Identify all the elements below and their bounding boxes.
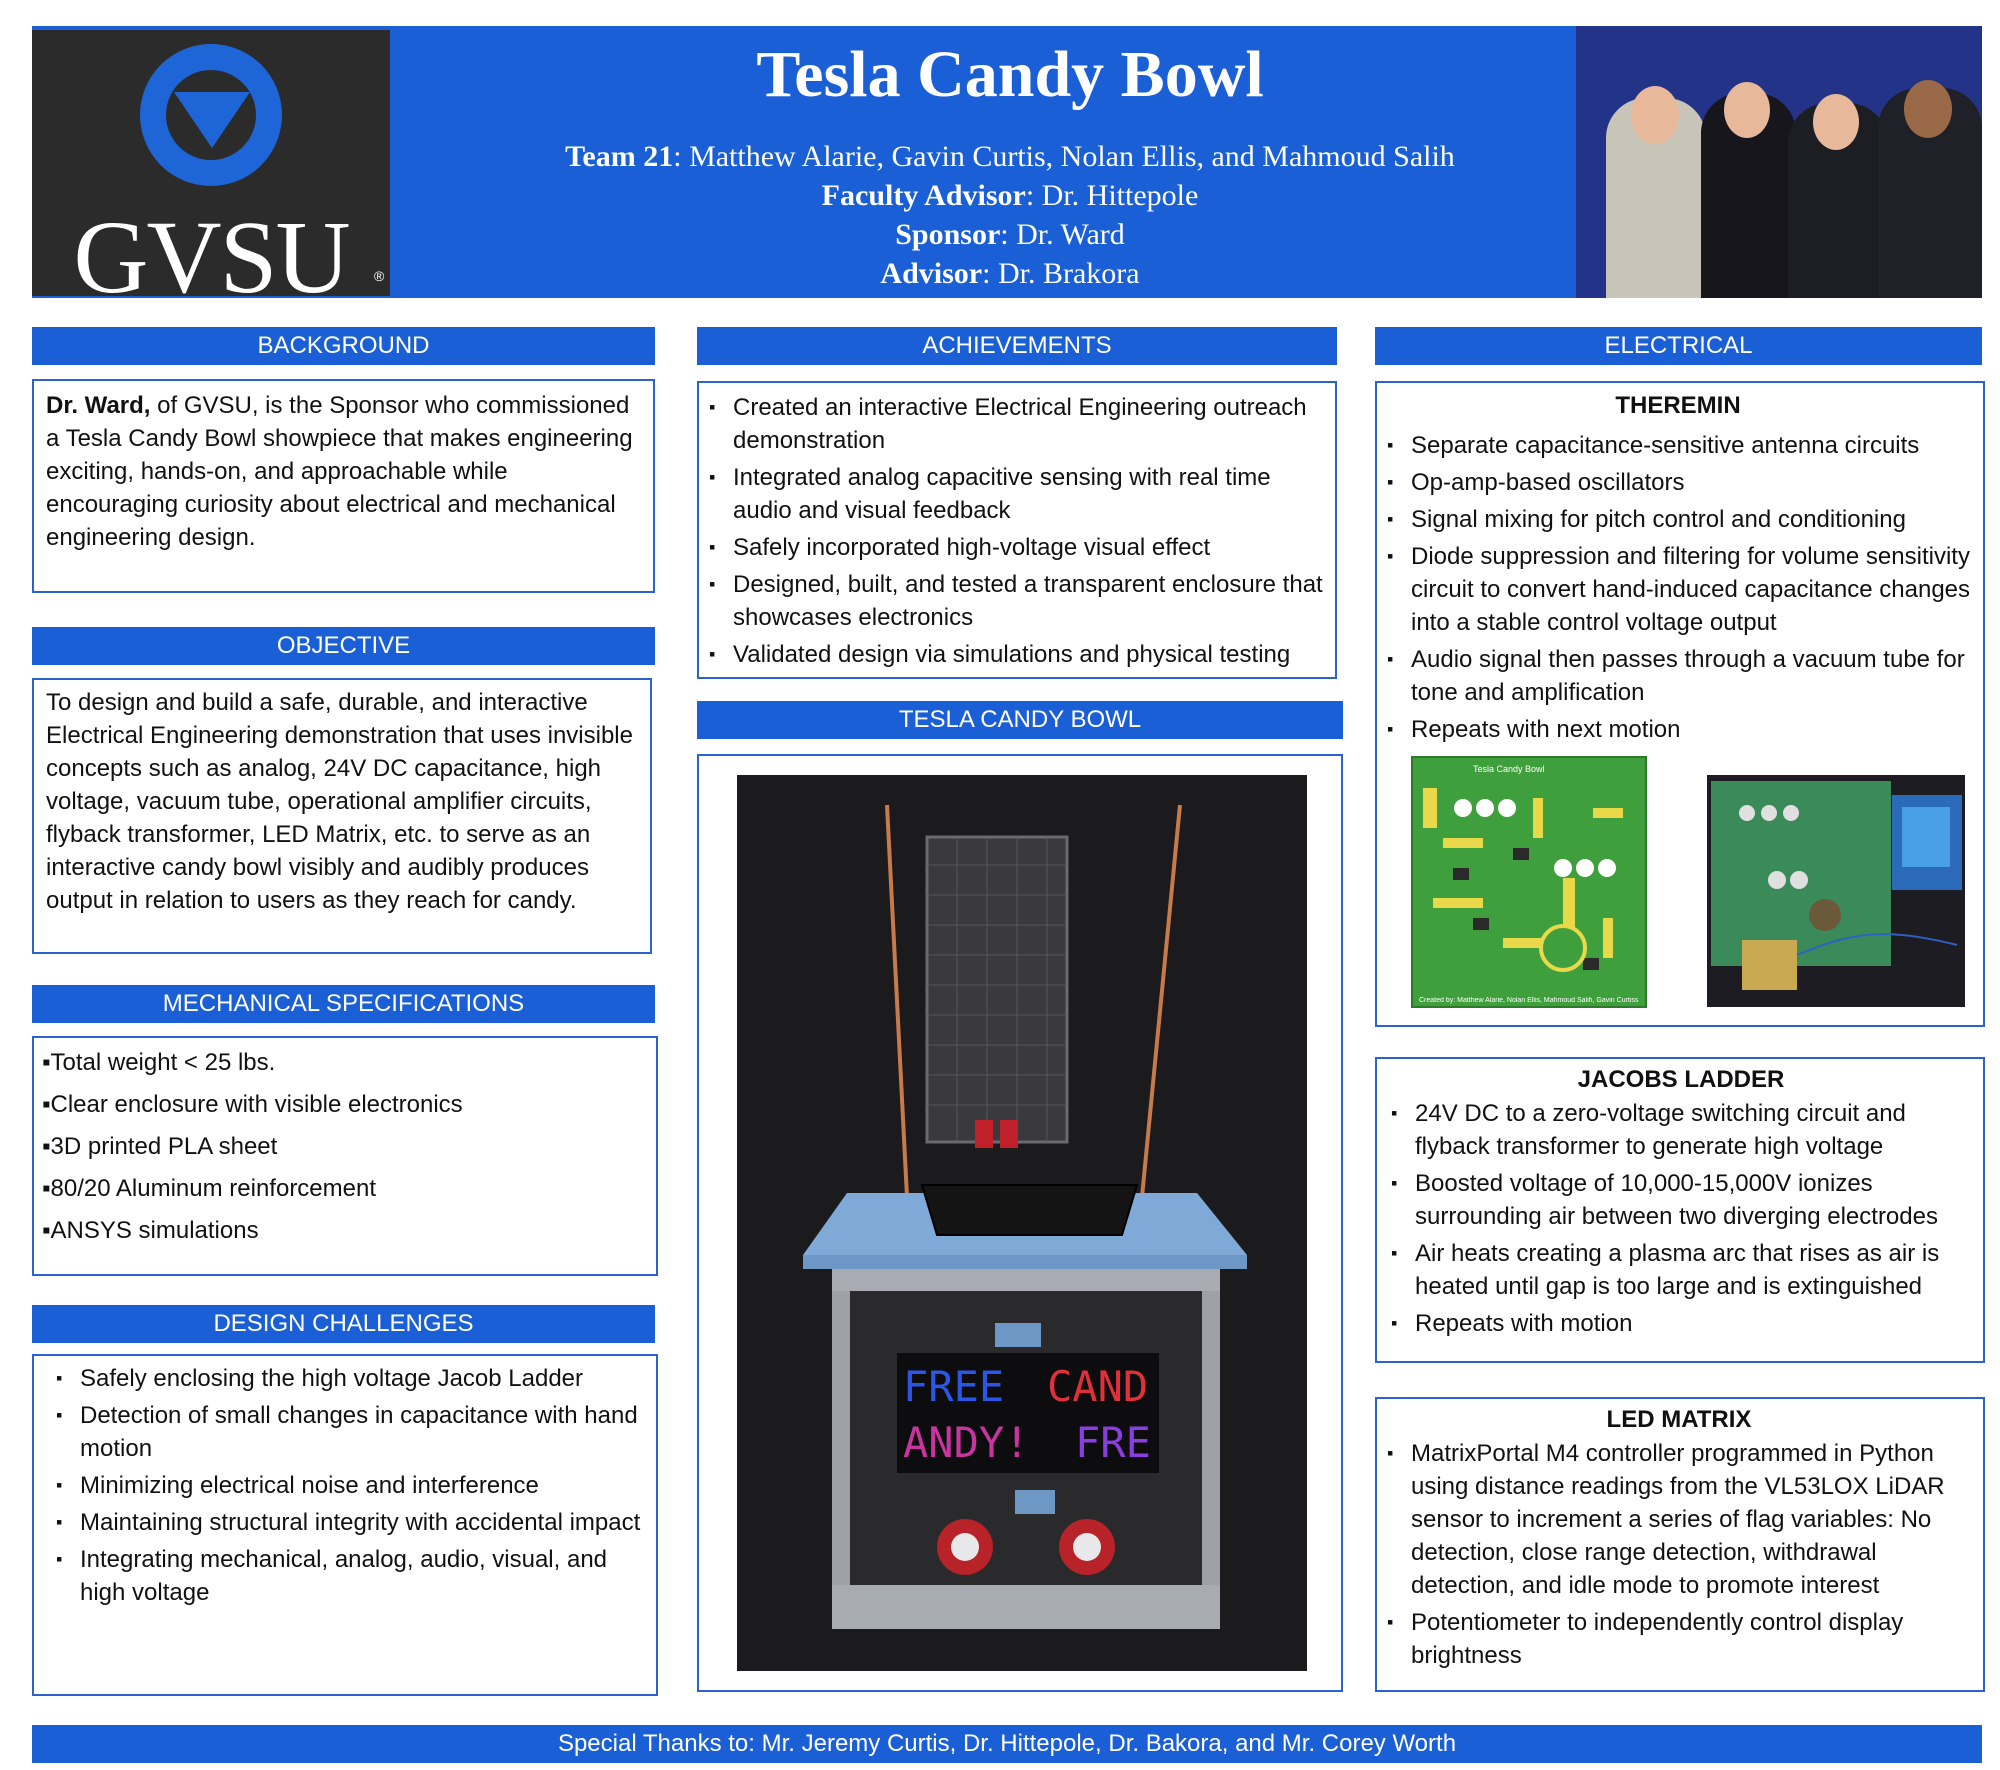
objective-heading: OBJECTIVE [32,627,655,665]
advisor-label: Advisor [880,257,983,290]
pcb-traces [1413,778,1645,998]
list-item: ▪ Safely incorporated high-voltage visual effect [705,531,1327,564]
background-lead: Dr. Ward, [46,392,151,419]
team-photo [1576,26,1982,298]
objective-panel [32,678,652,954]
list-item: ▪ 24V DC to a zero-voltage switching circuit and flyback transformer to generate high voltage [1387,1097,1975,1163]
list-item: ▪Clear enclosure with visible electronics [42,1091,463,1118]
person-1-head [1631,86,1679,144]
list-item: ▪ Potentiometer to independently control display brightness [1383,1606,1975,1672]
objective-text: To design and build a safe, durable, and interactive Electrical Engineering demonstration that uses invisible concepts such as analog, 24V DC capacitance, high voltage, vacuum tube, operational amplifier circuits, flyback transformer, LED Matrix, etc. to serve as an interactive candy bowl visibly and audibly produces output in relation to users as they reach for candy. [46,689,633,914]
jacobs-title: JACOBS LADDER [1577,1066,1785,1093]
led-matrix-list [1383,1437,1975,1672]
sponsor-line [400,216,1620,254]
logo-text: GVSU [73,200,349,315]
challenges-heading: DESIGN CHALLENGES [32,1305,655,1343]
list-item: ▪ Integrating mechanical, analog, audio, visual, and high voltage [52,1543,644,1609]
person-2-head [1724,82,1770,138]
mechanical-list [42,1046,648,1247]
advisor-value: : Dr. Brakora [982,257,1140,290]
achievements-panel [697,381,1337,679]
list-item: ▪ Op-amp-based oscillators [1383,466,1973,499]
achievements-heading: ACHIEVEMENTS [697,327,1337,365]
led-matrix-title: LED MATRIX [1606,1406,1752,1433]
person-4-head [1904,80,1952,138]
list-item: ▪ Minimizing electrical noise and interference [52,1469,644,1502]
sponsor-label: Sponsor [895,218,1001,251]
list-item: ▪ Diode suppression and filtering for volume sensitivity circuit to convert hand-induced capacitance changes into a stable control voltage output [1383,540,1973,639]
list-item: ▪ Validated design via simulations and physical testing [705,638,1327,671]
list-item: ▪ANSYS simulations [42,1217,259,1244]
faculty-value: : Dr. Hittepole [1025,179,1199,212]
bowl-panel [697,754,1343,1692]
team-line [400,138,1620,176]
challenges-list [52,1362,644,1609]
jacobs-list [1387,1097,1975,1340]
list-item: ▪3D printed PLA sheet [42,1133,278,1160]
list-item: ▪ Signal mixing for pitch control and conditioning [1383,503,1973,536]
special-thanks-footer: Special Thanks to: Mr. Jeremy Curtis, Dr. Hittepole, Dr. Bakora, and Mr. Corey Worth [32,1725,1982,1763]
led-line-1-part-b: CAND [1047,1362,1149,1411]
list-item: ▪ Integrated analog capacitive sensing with real time audio and visual feedback [705,461,1327,527]
list-item: ▪ Separate capacitance-sensitive antenna circuits [1383,429,1973,462]
pcb-credit: Created by: Matthew Alarie, Nolan Ellis, Mahmoud Salih, Gavin Curtiss [1419,997,1639,1004]
list-item: ▪ Created an interactive Electrical Engineering outreach demonstration [705,391,1327,457]
sponsor-value: : Dr. Ward [1000,218,1125,251]
background-panel [32,379,655,593]
pcb-label: Tesla Candy Bowl [1473,764,1545,774]
led-line-1-part-a: FREE [903,1362,1005,1411]
bowl-heading: TESLA CANDY BOWL [697,701,1343,739]
theremin-title: THEREMIN [1615,392,1741,419]
background-heading: BACKGROUND [32,327,655,365]
mechanical-heading: MECHANICAL SPECIFICATIONS [32,985,655,1023]
board-photo-graphic [1707,775,1965,1007]
list-item: ▪Total weight < 25 lbs. [42,1049,276,1076]
faculty-label: Faculty Advisor [821,179,1026,212]
theremin-list [1383,429,1973,746]
list-item: ▪ Repeats with next motion [1383,713,1973,746]
faculty-line [400,177,1620,215]
team-members: : Matthew Alarie, Gavin Curtis, Nolan Ellis, and Mahmoud Salih [673,140,1455,173]
list-item: ▪ Boosted voltage of 10,000-15,000V ionizes surrounding air between two diverging electrodes [1387,1167,1975,1233]
bowl-photo [737,775,1307,1671]
poster-title: Tesla Candy Bowl [756,38,1264,111]
pcb-layout-image [1411,756,1647,1008]
advisor-line [400,255,1620,293]
jacobs-panel [1375,1057,1985,1363]
list-item: ▪ Safely enclosing the high voltage Jacob Ladder [52,1362,644,1395]
list-item: ▪ Maintaining structural integrity with accidental impact [52,1506,644,1539]
background-text [46,389,641,554]
list-item: ▪ Repeats with motion [1387,1307,1975,1340]
mechanical-panel [32,1036,658,1276]
list-item: ▪ Detection of small changes in capacitance with hand motion [52,1399,644,1465]
list-item: ▪ Audio signal then passes through a vacuum tube for tone and amplification [1383,643,1973,709]
team-label: Team 21 [565,140,674,173]
theremin-panel [1375,381,1985,1027]
achievements-list [705,391,1327,671]
person-3-head [1813,94,1859,150]
list-item: ▪ Designed, built, and tested a transparent enclosure that showcases electronics [705,568,1327,634]
background-body: of GVSU, is the Sponsor who commissioned a Tesla Candy Bowl showpiece that makes engineering exciting, hands-on, and approachable while encouraging curiosity about electrical and mechanical engineering design. [46,392,633,551]
list-item: ▪80/20 Aluminum reinforcement [42,1175,377,1202]
list-item: ▪ Air heats creating a plasma arc that rises as air is heated until gap is too large and is extinguished [1387,1237,1975,1303]
led-line-2-part-b: FRE [1075,1418,1151,1467]
logo-registered-mark: ® [374,268,385,284]
assembled-board-photo [1707,775,1965,1007]
electrical-heading: ELECTRICAL [1375,327,1982,365]
logo-triangle-icon [174,92,250,148]
gvsu-logo [32,30,390,315]
led-matrix-panel [1375,1397,1985,1692]
challenges-panel [32,1354,658,1696]
led-line-2-part-a: ANDY! [903,1418,1030,1467]
list-item: ▪ MatrixPortal M4 controller programmed in Python using distance readings from the VL53LOX LiDAR sensor to increment a series of flag variables: No detection, close range detection, withdrawal detection, and idle mode to promote interest [1383,1437,1975,1602]
